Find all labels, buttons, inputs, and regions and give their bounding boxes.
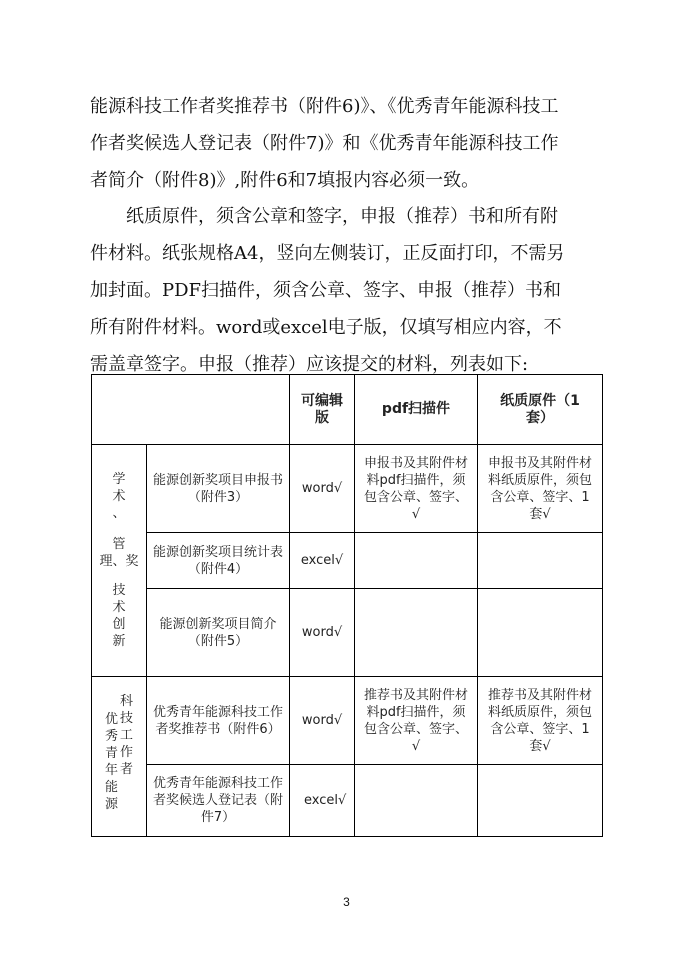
editable-cell: word√: [290, 445, 355, 533]
table-row: [92, 533, 603, 589]
text-line: 作者奖候选人登记表（附件7)》和《优秀青年能源科技工作: [90, 133, 559, 154]
header-editable: 可编辑版: [290, 375, 355, 445]
item-cell: 优秀青年能源科技工作者奖推荐书（附件6）: [147, 677, 290, 765]
pdf-cell: [355, 533, 478, 589]
paper-cell: 申报书及其附件材料纸质原件，须包含公章、签字、1套√: [478, 445, 603, 533]
paper-cell: [478, 589, 603, 677]
paper-cell: [478, 765, 603, 837]
editable-cell: excel√: [290, 533, 355, 589]
pdf-cell: 申报书及其附件材料pdf扫描件，须包含公章、签字、√: [355, 445, 478, 533]
editable-cell: word√: [290, 589, 355, 677]
text-line: 需盖章签字。申报（推荐）应该提交的材料，列表如下:: [90, 354, 529, 375]
header-paper: 纸质原件（1套）: [478, 375, 603, 445]
intro-paragraph: [90, 88, 610, 199]
item-cell: 能源创新奖项目统计表（附件4）: [147, 533, 290, 589]
text-line: 能源科技工作者奖推荐书（附件6)》、《优秀青年能源科技工: [90, 96, 559, 117]
requirements-paragraph: [90, 198, 610, 383]
text-line: 件材料。纸张规格A4，竖向左侧装订，正反面打印，不需另: [90, 243, 565, 264]
item-cell: 能源创新奖项目申报书（附件3）: [147, 445, 290, 533]
pdf-cell: [355, 589, 478, 677]
paper-cell: 推荐书及其附件材料纸质原件，须包含公章、签字、1套√: [478, 677, 603, 765]
pdf-cell: [355, 765, 478, 837]
table-header-row: [92, 375, 603, 445]
header-blank: [92, 375, 290, 445]
table-row: [92, 765, 603, 837]
editable-cell: excel√: [290, 765, 355, 837]
page-number: 3: [343, 895, 350, 909]
text-line: 所有附件材料。word或excel电子版，仅填写相应内容，不: [90, 317, 562, 338]
item-cell: 能源创新奖项目简介（附件5）: [147, 589, 290, 677]
text-line: 加封面。PDF扫描件，须含公章、签字、申报（推荐）书和: [90, 280, 562, 301]
text-line: 纸质原件，须含公章和签字，申报（推荐）书和所有附: [126, 206, 558, 227]
pdf-cell: 推荐书及其附件材料pdf扫描件，须包含公章、签字、√: [355, 677, 478, 765]
header-pdf: pdf扫描件: [355, 375, 478, 445]
paper-cell: [478, 533, 603, 589]
table-row: [92, 445, 603, 533]
category-young-scientist: 优 秀 青 年 能 源 科 技 工 作 者: [92, 677, 147, 837]
category-innovation: 学 术 、 管 理、奖 技 术 创 新: [92, 445, 147, 677]
text-line: 者简介（附件8)》,附件6和7填报内容必须一致。: [90, 170, 480, 191]
materials-table: [91, 374, 603, 837]
table-row: [92, 677, 603, 765]
editable-cell: word√: [290, 677, 355, 765]
table-row: [92, 589, 603, 677]
item-cell: 优秀青年能源科技工作者奖候选人登记表（附件7）: [147, 765, 290, 837]
